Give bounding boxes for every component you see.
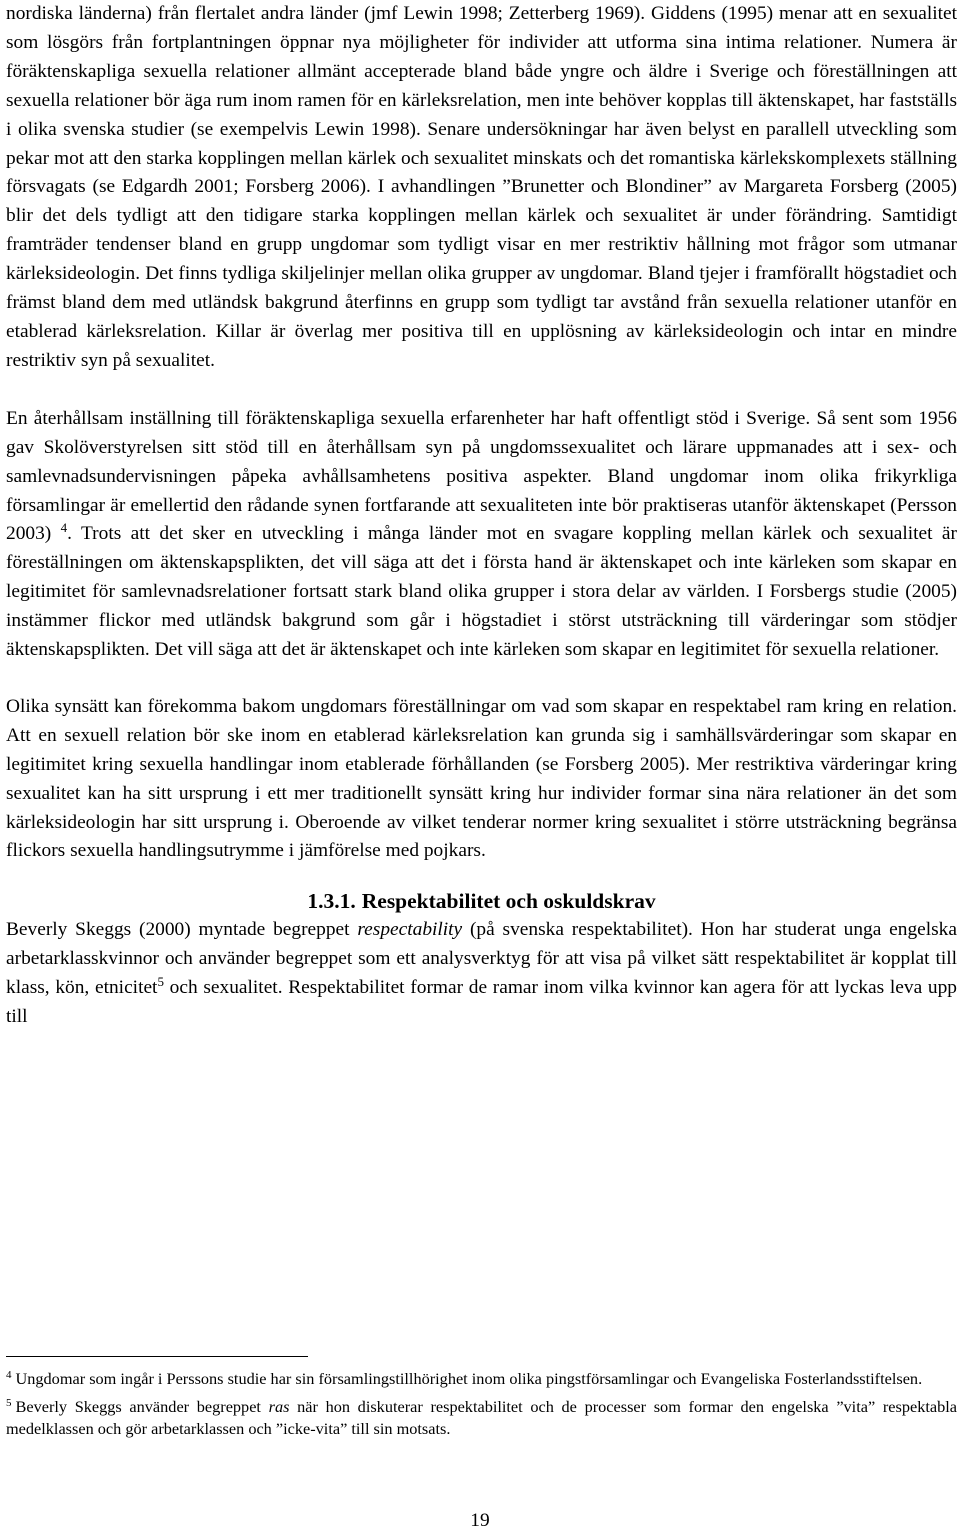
footnote-italic-term: ras <box>268 1397 290 1416</box>
body-paragraph-1 <box>6 0 957 376</box>
section-number: 1.3.1. <box>307 889 356 914</box>
section-heading <box>6 886 957 916</box>
footnote-text-before-italic: Beverly Skeggs använder begreppet <box>15 1397 269 1416</box>
italic-term: respectability <box>357 919 463 941</box>
footnote-reference-4[interactable]: 4 <box>60 520 68 536</box>
body-paragraph-3 <box>6 693 957 866</box>
footnote-marker: 5 <box>6 1397 12 1409</box>
footnotes <box>6 1368 957 1446</box>
footnote-5 <box>6 1396 957 1440</box>
paragraph-text: Olika synsätt kan förekomma bakom ungdomars föreställningar om vad som skapar en respektabel ram kring en relation. Att en sexuell relation bör ske inom en etablerad kärleksrelation kan grunda sig i samhällsvärderingar som skapar en legitimitet kring sexuella handlingar inom etablerade förhållanden (se Forsberg 2005). Mer restriktiva värderingar kring sexualitet kan ha sitt ursprung i ett mer traditionellt synsätt kring hur individer formar sina nära relationer än det som kärleksideologin har sitt ursprung i. Oberoende av vilket tenderar normer kring sexualitet i större utsträckning begränsa flickors sexuella handlingsutrymme i jämförelse med pojkars. <box>6 695 957 862</box>
footnote-text-after-italic: när hon diskuterar respektabilitet och de processer som formar den engelska ”vita” respektabla medelklassen och gör arbetarklassen och ”icke-vita” till sin motsats. <box>6 1397 957 1438</box>
paragraph-text-part-1: Beverly Skeggs (2000) myntade begreppet <box>6 919 358 941</box>
paragraph-text-after-footnote-ref: . Trots att det sker en utveckling i många länder mot en svagare koppling mellan kärlek och sexualitet är föreställningen om äktenskapsplikten, det vill säga att det i första hand är äktenskapet och inte kärleken som skapar en legitimitet för samlevnadsrelationer fortsatt stark bland olika grupper i stora delar av världen. I Forsbergs studie (2005) instämmer flickor med utländsk bakgrund som går i högstadiet i störst utsträckning till värderingar som stödjer äktenskapsplikten. Det vill säga att det är äktenskapet och inte kärleken som skapar en legitimitet för sexuella relationer. <box>6 523 957 661</box>
document-body <box>6 0 957 1032</box>
body-paragraph-2 <box>6 405 957 665</box>
footnote-reference-5[interactable]: 5 <box>157 974 164 990</box>
footnote-marker: 4 <box>6 1369 12 1381</box>
footnote-separator <box>6 1356 308 1357</box>
footnote-4 <box>6 1368 957 1390</box>
section-paragraph <box>6 916 957 1032</box>
page-number: 19 <box>470 1510 490 1531</box>
footnote-text: Ungdomar som ingår i Perssons studie har sin församlingstillhörighet inom olika pingstförsamlingar och Evangeliska Fosterlandsstiftelsen. <box>15 1369 923 1388</box>
paragraph-text-part-3: och sexualitet. Respektabilitet formar de ramar inom vilka kvinnor kan agera för att lyckas leva upp till <box>6 977 957 1028</box>
paragraph-text-before-footnote-ref: En återhållsam inställning till föräktenskapliga sexuella erfarenheter har haft offentligt stöd i Sverige. Så sent som 1956 gav Skolöverstyrelsen sitt stöd till en återhållsam syn på ungdomssexualitet och lärare uppmanades att i sex- och samlevnadsundervisningen påpeka avhållsamhetens positiva aspekter. Bland ungdomar inom olika frikyrkliga församlingar är emellertid den rådande synen fortfarande att sexualiteten inte bör praktiseras utanför äktenskapet (Persson 2003) <box>6 407 957 545</box>
paragraph-text-part-2: (på svenska respektabilitet). Hon har studerat unga engelska arbetarklasskvinnor och använder begreppet som ett analysverktyg för att visa på vilket sätt respektabilitet är kopplat till klass, kön, etnicitet <box>6 919 957 999</box>
paragraph-text: nordiska länderna) från flertalet andra länder (jmf Lewin 1998; Zetterberg 1969). Giddens (1995) menar att en sexualitet som lösgörs från fortplantningen öppnar nya möjligheter för individer att utforma sina intima relationer. Numera är föräktenskapliga sexuella relationer allmänt accepterade bland både yngre och äldre i Sverige och föreställningen att sexuella relationer bör äga rum inom ramen för en kärleksrelation, men inte behöver kopplas till äktenskapet, har fastställs i olika svenska studier (se exempelvis Lewin 1998). Senare undersökningar har även belyst en parallell utveckling som pekar mot att den starka kopplingen mellan kärlek och sexualitet minskats och det romantiska kärlekskomplexets ställning försvagats (se Edgardh 2001; Forsberg 2006). I avhandlingen ”Brunetter och Blondiner” av Margareta Forsberg (2005) blir det dels tydligt att den tidigare starka kopplingen mellan kärlek och sexualitet är under förändring. Samtidigt framträder tendenser bland en grupp ungdomar som tydligt visar en mer restriktiv hållning mot frågor som utmanar kärleksideologin. Det finns tydliga skiljelinjer mellan olika grupper av ungdomar. Bland tjejer i framförallt högstadiet och främst bland dem med utländsk bakgrund återfinns en grupp som tydligt tar avstånd från sexuella relationer utanför en etablerad kärleksrelation. Killar är överlag mer positiva till en upplösning av kärleksideologin och intar en mindre restriktiv syn på sexualitet. <box>6 3 957 371</box>
section-title: Respektabilitet och oskuldskrav <box>361 889 656 914</box>
